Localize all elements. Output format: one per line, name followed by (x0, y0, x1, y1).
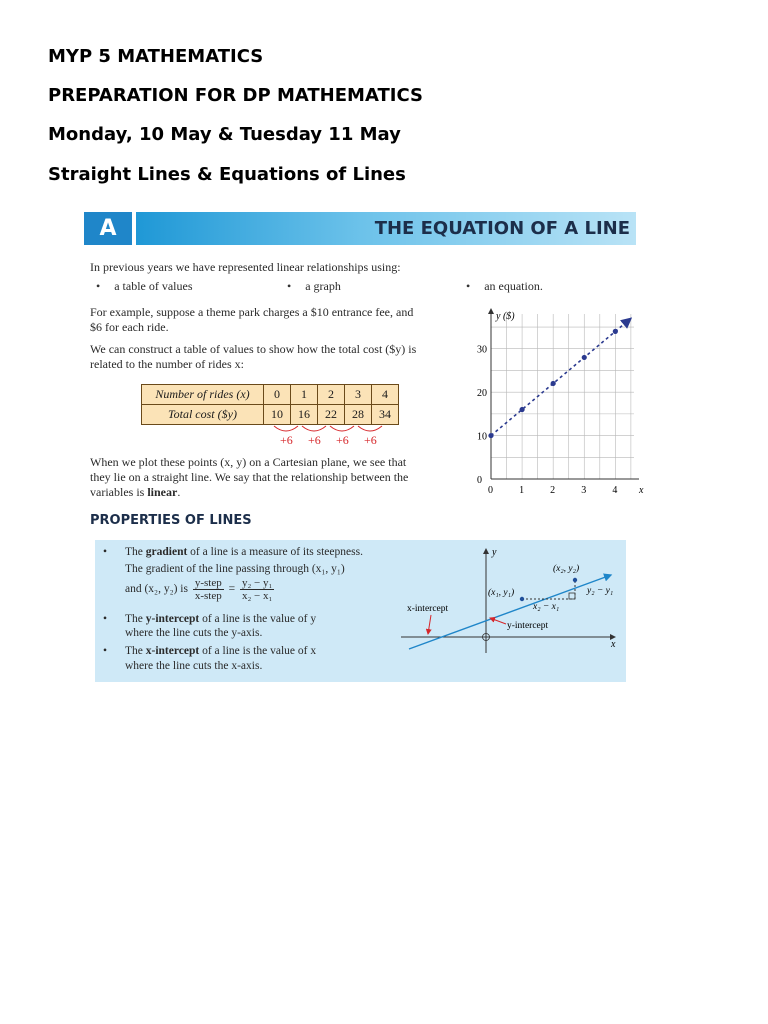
trend-line (491, 318, 631, 435)
x-tick-label: 2 (550, 485, 556, 496)
bullet-equation: • an equation. (466, 279, 543, 294)
y-axis-label: y ($) (496, 311, 515, 322)
point-2-label: (x₂, y₂) (553, 564, 580, 574)
example-line-1: For example, suppose a theme park charges a $10 entrance fee, and (90, 305, 414, 319)
data-point (488, 433, 493, 438)
point-2 (573, 578, 577, 582)
y-intercept-term: y-intercept (145, 613, 200, 625)
text-run: and (x₂, y₂) is (125, 583, 188, 596)
lesson-dates: Monday, 10 May & Tuesday 11 May (48, 124, 401, 145)
fraction-step (193, 577, 224, 602)
table-cell: 1 (291, 385, 318, 405)
bullet-graph: • a graph (287, 279, 341, 294)
plot-text-line-2: they lie on a straight line. We say that the relationship between the (90, 470, 409, 484)
section-letter: A (84, 212, 132, 245)
y-tick-label: 10 (477, 431, 487, 443)
table-row (142, 385, 399, 405)
data-point (582, 355, 587, 360)
equals-sign: = (228, 583, 236, 596)
right-angle-mark (569, 593, 575, 599)
section-bar (136, 212, 636, 245)
plot-text-pre: variables is (90, 485, 148, 499)
fraction-denominator: x-step (194, 590, 222, 602)
section-title: THE EQUATION OF A LINE (374, 218, 630, 239)
x-intercept-line-2: where the line cuts the x-axis. (125, 660, 263, 672)
data-point (613, 329, 618, 334)
example-line-2: $6 for each ride. (90, 320, 169, 334)
intro-text: In previous years we have represented linear relationships using: (90, 260, 401, 274)
values-table (141, 384, 399, 425)
table-cell: 0 (264, 385, 291, 405)
difference-label: +6 (336, 433, 349, 447)
y-intercept-line-1 (125, 612, 316, 627)
course-subtitle: PREPARATION FOR DP MATHEMATICS (48, 85, 423, 106)
text-run: The (125, 613, 146, 625)
y-axis-label: y (492, 547, 497, 558)
gradient-line-1 (125, 545, 363, 560)
y-tick-label: 0 (477, 475, 482, 486)
text-run: The (125, 546, 146, 558)
x-tick-label: 0 (488, 485, 493, 496)
document-title: MYP 5 MATHEMATICS (48, 46, 264, 67)
table-cell: 3 (345, 385, 372, 405)
difference-label: +6 (364, 433, 377, 447)
table-header-cost: Total cost ($y) (142, 405, 264, 425)
plot-text-post: . (177, 485, 181, 499)
fraction-denominator: x₂ − x₁ (241, 590, 273, 602)
construct-line-2: related to the number of rides x: (90, 357, 244, 371)
construct-line-1: We can construct a table of values to show how the total cost ($y) is (90, 342, 417, 356)
x-axis-label: x (611, 639, 616, 650)
section-banner (84, 212, 636, 245)
cost-graph (456, 304, 644, 499)
x-tick-label: 4 (612, 485, 618, 496)
difference-label: +6 (280, 433, 293, 447)
text-run: The (125, 645, 146, 657)
table-cell: 2 (318, 385, 345, 405)
gradient-line-2: The gradient of the line passing through (x₁, y₁) (125, 563, 345, 575)
table-cell: 4 (372, 385, 399, 405)
x-intercept-arrow (428, 615, 431, 634)
x-intercept-term: x-intercept (145, 645, 200, 657)
table-cell: 16 (291, 405, 318, 425)
y-tick-label: 20 (477, 388, 487, 400)
bullet-table: • a table of values (96, 279, 193, 294)
y-intercept-label: y-intercept (507, 621, 549, 631)
x-intercept-label: x-intercept (407, 604, 449, 614)
data-point (551, 381, 556, 386)
line-properties-diagram (397, 543, 621, 657)
properties-heading: PROPERTIES OF LINES (90, 513, 252, 528)
point-1 (520, 597, 524, 601)
table-cell: 10 (264, 405, 291, 425)
fraction-numerator: y₂ − y₁ (241, 577, 273, 589)
x-tick-label: 3 (581, 485, 587, 496)
difference-label: +6 (308, 433, 321, 447)
x-intercept-line-1 (125, 644, 316, 659)
fraction-numerator: y-step (194, 577, 222, 589)
text-run: of a line is a measure of its steepness. (187, 546, 363, 558)
table-cell: 28 (345, 405, 372, 425)
plot-text-bold: linear (147, 485, 178, 499)
y-tick-label: 30 (477, 344, 487, 356)
gradient-line-3 (125, 577, 276, 602)
text-run: of a line is the value of y (199, 613, 317, 625)
table-row (142, 405, 399, 425)
fraction-coordinates (240, 577, 274, 602)
table-header-rides: Number of rides (x) (142, 385, 264, 405)
y-intercept-arrow (490, 618, 506, 624)
point-1-label: (x₁, y₁) (488, 588, 515, 598)
rise-label: y₂ − y₁ (587, 586, 614, 596)
run-label: x₂ − x₁ (533, 602, 560, 612)
x-axis-label: x (639, 485, 644, 496)
data-point (519, 407, 524, 412)
text-run: of a line is the value of x (199, 645, 317, 657)
lesson-topic: Straight Lines & Equations of Lines (48, 164, 406, 185)
y-intercept-line-2: where the line cuts the y-axis. (125, 627, 263, 639)
table-cell: 34 (372, 405, 399, 425)
plot-text-line-3 (90, 485, 180, 500)
table-cell: 22 (318, 405, 345, 425)
plot-text-line-1: When we plot these points (x, y) on a Cartesian plane, we see that (90, 455, 407, 469)
gradient-term: gradient (145, 546, 188, 558)
x-tick-label: 1 (519, 485, 525, 496)
